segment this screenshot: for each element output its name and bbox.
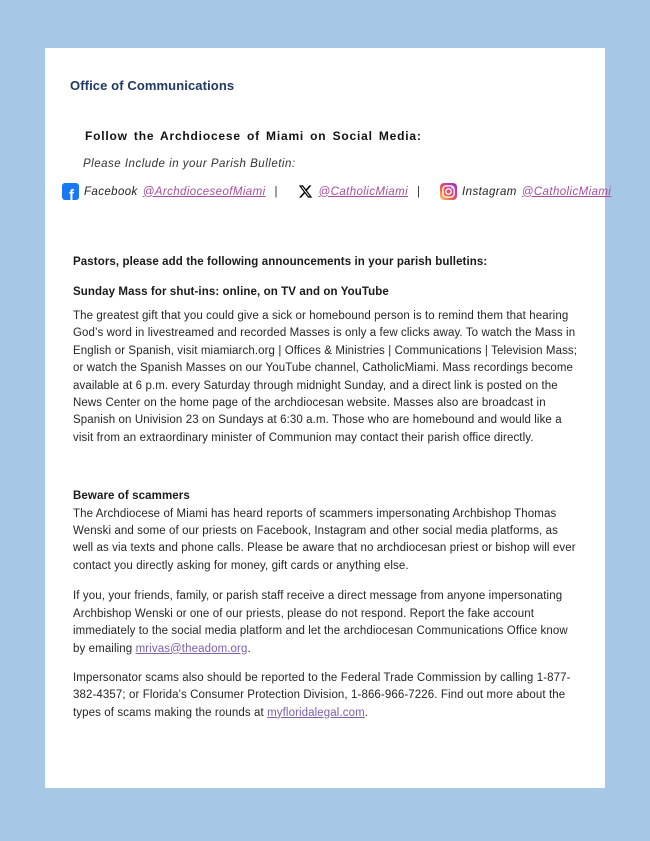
social-section-subheading: Please Include in your Parish Bulletin: — [83, 158, 296, 170]
beware-heading: Beware of scammers — [73, 490, 190, 503]
separator: | — [417, 185, 421, 198]
document-page — [45, 48, 612, 788]
page-title: Office of Communications — [70, 78, 235, 93]
report-text-after: . — [247, 642, 251, 655]
instagram-label: Instagram — [462, 185, 517, 198]
ftc-paragraph — [73, 670, 578, 722]
social-links-row — [62, 183, 612, 200]
beware-paragraph: The Archdiocese of Miami has heard reports of scammers impersonating Archbishop Thomas Wenski and some of our priests on Facebook, Instagram and other social media platforms, as well as via texts and phone calls. Please be aware that no archdiocesan priest or bishop will ever contact you directly asking for money, gift cards or anything else. — [73, 507, 576, 572]
report-paragraph — [73, 588, 578, 658]
bulletin-intro-heading: Pastors, please add the following announcements in your parish bulletins: — [73, 256, 488, 268]
instagram-handle-link[interactable]: @CatholicMiami — [521, 185, 612, 198]
facebook-label: Facebook — [84, 185, 138, 198]
separator: | — [274, 185, 278, 198]
report-text-before: If you, your friends, family, or parish staff receive a direct message from anyone impersonating Archbishop Wenski or one of our priests, please do not respond. Report the fake account immediately to the social media platform and let the archdiocesan Communications Office know by emailing — [73, 590, 568, 655]
ftc-text-before: Impersonator scams also should be reported to the Federal Trade Commission by calling 1-877-382-4357; or Florida’s Consumer Protection Division, 1-866-966-7226. Find out more about the types of scams making the rounds at — [73, 671, 571, 719]
x-icon — [298, 184, 314, 200]
sunday-mass-paragraph: The greatest gift that you could give a sick or homebound person is to remind them that hearing God’s word in livestreamed and recorded Masses is only a few clicks away. To watch the Mass in English or Spanish, visit miamiarch.org | Offices & Ministries | Communications | Television Mass; or watch the Spanish Masses on our YouTube channel, CatholicMiami. Mass recordings become available at 6 p.m. every Saturday through midnight Sunday, and a direct link is posted on the News Center on the home page of the archdiocesan website. Masses also are broadcast in Spanish on Univision 23 on Sundays at 6:30 a.m. Those who are homebound and would like a visit from an extraordinary minister of Communion may contact their parish office directly. — [73, 310, 578, 444]
sunday-mass-heading: Sunday Mass for shut-ins: online, on TV and on YouTube — [73, 286, 389, 298]
email-link[interactable]: mrivas@theadom.org — [135, 642, 248, 655]
social-section-heading: Follow the Archdiocese of Miami on Social Media: — [85, 129, 422, 143]
facebook-handle-link[interactable]: @ArchdioceseofMiami — [142, 185, 266, 198]
ftc-text-after: . — [364, 706, 369, 719]
x-handle-link[interactable]: @CatholicMiami — [318, 185, 409, 198]
myfloridalegal-link[interactable]: myfloridalegal.com — [267, 706, 365, 719]
facebook-icon: f — [62, 183, 79, 200]
instagram-icon — [440, 183, 457, 200]
